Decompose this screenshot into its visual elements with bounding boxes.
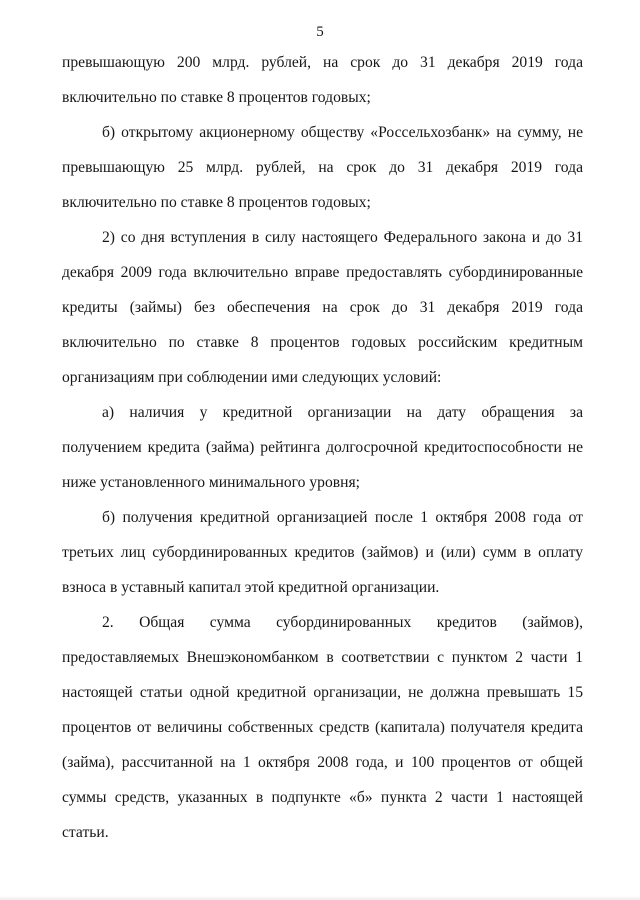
text-line: б) получения кредитной организацией после 1 октября 2008 года от	[102, 509, 583, 526]
text-line: процентов от величины собственных средств (капитала) получателя кредита	[62, 719, 583, 736]
text-line: декабря 2009 года включительно вправе предоставлять субординированные	[62, 264, 583, 281]
text-line: настоящей статьи одной кредитной организации, не должна превышать 15	[62, 684, 583, 701]
page-number: 5	[316, 24, 324, 40]
text-line: предоставляемых Внешэкономбанком в соответствии с пунктом 2 части 1	[62, 649, 583, 666]
text-line: включительно по ставке 8 процентов годовых;	[62, 89, 371, 106]
text-line: а) наличия у кредитной организации на дату обращения за	[102, 404, 583, 421]
paragraph	[62, 605, 583, 850]
paragraph	[62, 115, 583, 220]
text-line: взноса в уставный капитал этой кредитной организации.	[62, 579, 440, 596]
paragraph	[62, 500, 583, 605]
paragraph	[62, 395, 583, 500]
text-line: 2. Общая сумма субординированных кредитов (займов),	[102, 614, 583, 631]
paragraph	[62, 45, 583, 115]
text-line: включительно по ставке 8 процентов годовых российским кредитным	[62, 334, 583, 351]
text-line: 2) со дня вступления в силу настоящего Федерального закона и до 31	[102, 229, 583, 246]
text-line: превышающую 200 млрд. рублей, на срок до 31 декабря 2019 года	[62, 54, 583, 71]
text-line: б) открытому акционерному обществу «Россельхозбанк» на сумму, не	[102, 124, 583, 141]
document-body	[62, 45, 583, 850]
text-line: организациям при соблюдении ими следующих условий:	[62, 369, 442, 386]
text-line: суммы средств, указанных в подпункте «б» пункта 2 части 1 настоящей	[62, 789, 583, 806]
text-line: статьи.	[62, 824, 109, 841]
text-line: ниже установленного минимального уровня;	[62, 474, 360, 491]
text-line: получением кредита (займа) рейтинга долгосрочной кредитоспособности не	[62, 439, 583, 456]
text-line: превышающую 25 млрд. рублей, на срок до 31 декабря 2019 года	[62, 159, 583, 176]
text-line: включительно по ставке 8 процентов годовых;	[62, 194, 371, 211]
text-line: кредиты (займы) без обеспечения на срок до 31 декабря 2019 года	[62, 299, 583, 316]
text-line: третьих лиц субординированных кредитов (займов) и (или) сумм в оплату	[62, 544, 583, 561]
text-line: (займа), рассчитанной на 1 октября 2008 года, и 100 процентов от общей	[62, 754, 583, 771]
paragraph	[62, 220, 583, 395]
